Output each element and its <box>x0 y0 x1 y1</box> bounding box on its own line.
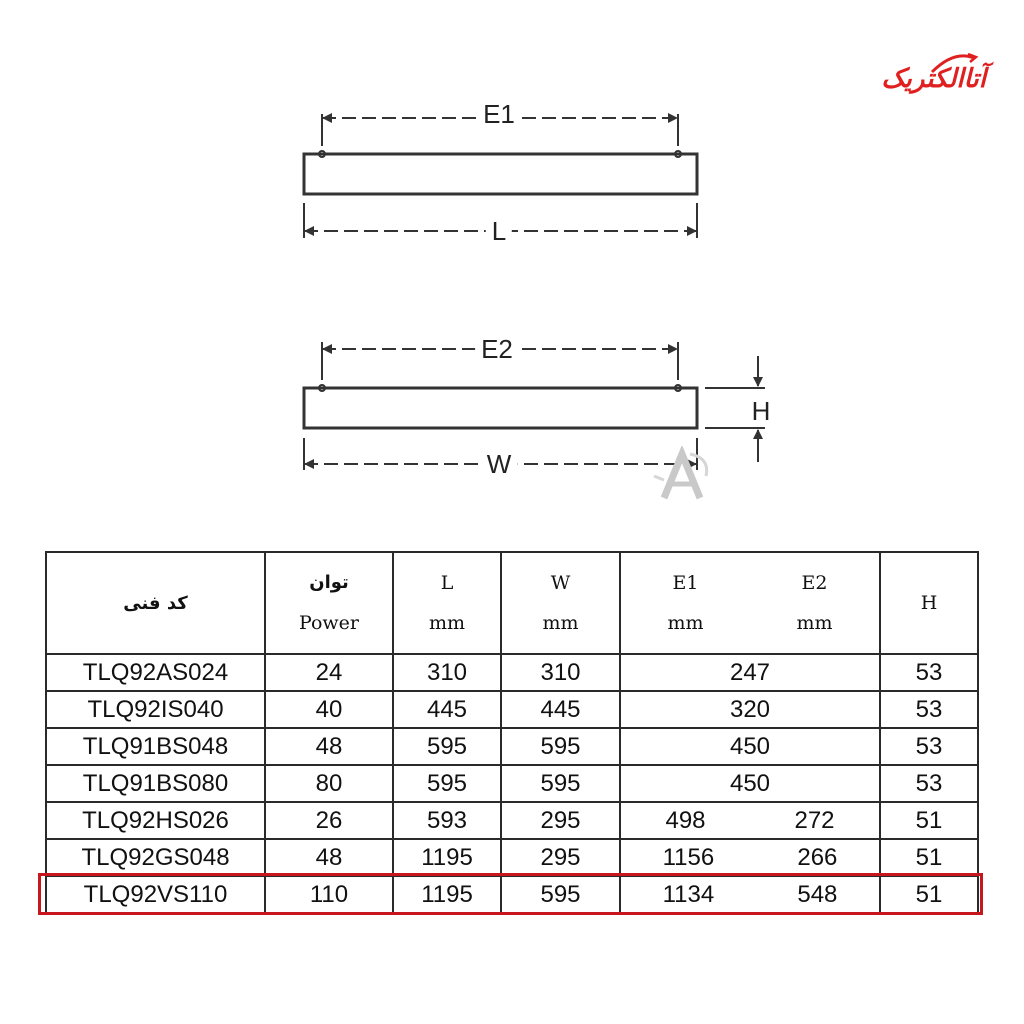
header-l-label: L <box>440 572 454 594</box>
cell-h: 51 <box>880 876 978 913</box>
header-e2-label: E2 <box>801 572 828 594</box>
arrowhead <box>687 226 697 236</box>
header-power <box>265 552 393 654</box>
header-power-fa: توان <box>309 572 349 593</box>
header-h <box>880 552 978 654</box>
cell-e1-e2 <box>620 802 880 839</box>
table-row <box>46 802 978 839</box>
arrowhead <box>322 344 332 354</box>
cell-e2: 266 <box>797 843 838 871</box>
e1-label: E1 <box>477 101 521 127</box>
header-e1-e2 <box>620 552 880 654</box>
row-highlight-box <box>38 873 983 915</box>
cell-w: 595 <box>501 765 620 802</box>
table-row <box>46 839 978 876</box>
cell-power: 80 <box>265 765 393 802</box>
cell-w: 595 <box>501 876 620 913</box>
arrowhead <box>668 113 678 123</box>
side-view-panel <box>304 388 697 428</box>
table-row <box>46 728 978 765</box>
header-e1-unit: mm <box>667 612 704 634</box>
e2-label: E2 <box>475 336 519 362</box>
cell-power: 40 <box>265 691 393 728</box>
cell-power: 48 <box>265 728 393 765</box>
cell-w: 295 <box>501 839 620 876</box>
cell-l: 445 <box>393 691 501 728</box>
cell-w: 295 <box>501 802 620 839</box>
cell-l: 310 <box>393 654 501 691</box>
cell-l: 595 <box>393 765 501 802</box>
cell-w: 445 <box>501 691 620 728</box>
cell-e1-e2 <box>620 839 880 876</box>
arrowhead <box>753 429 763 439</box>
arrowhead <box>668 344 678 354</box>
arrowhead <box>304 459 314 469</box>
cell-l: 595 <box>393 728 501 765</box>
cell-code: TLQ91BS048 <box>46 728 265 765</box>
cell-l: 1195 <box>393 839 501 876</box>
header-power-en: Power <box>298 612 360 634</box>
header-w-unit: mm <box>542 612 579 634</box>
cell-l: 593 <box>393 802 501 839</box>
cell-h: 53 <box>880 654 978 691</box>
header-w-label: W <box>550 572 571 594</box>
header-l <box>393 552 501 654</box>
table-row <box>46 691 978 728</box>
cell-code: TLQ92VS110 <box>46 876 265 913</box>
cell-e: 450 <box>620 728 880 765</box>
cell-e1: 1156 <box>662 843 715 871</box>
cell-e: 320 <box>620 691 880 728</box>
cell-e1: 498 <box>665 806 706 834</box>
header-w <box>501 552 620 654</box>
cell-h: 53 <box>880 728 978 765</box>
cell-code: TLQ92HS026 <box>46 802 265 839</box>
cell-w: 310 <box>501 654 620 691</box>
table-row <box>46 654 978 691</box>
table-header-row <box>46 552 978 654</box>
top-view-panel <box>304 154 697 194</box>
cell-l: 1195 <box>393 876 501 913</box>
cell-e: 450 <box>620 765 880 802</box>
header-e2-unit: mm <box>796 612 833 634</box>
header-h-label: H <box>920 592 938 614</box>
cell-code: TLQ91BS080 <box>46 765 265 802</box>
header-l-unit: mm <box>428 612 466 634</box>
cell-h: 51 <box>880 802 978 839</box>
arrowhead <box>322 113 332 123</box>
cell-h: 53 <box>880 691 978 728</box>
cell-power: 48 <box>265 839 393 876</box>
cell-code: TLQ92GS048 <box>46 839 265 876</box>
cell-power: 26 <box>265 802 393 839</box>
l-label: L <box>486 218 512 244</box>
table-row <box>46 765 978 802</box>
cell-e: 247 <box>620 654 880 691</box>
cell-code: TLQ92AS024 <box>46 654 265 691</box>
watermark-logo-icon <box>650 446 714 506</box>
cell-power: 110 <box>265 876 393 913</box>
h-label: H <box>746 398 777 424</box>
cell-e2: 272 <box>794 806 835 834</box>
cell-e2: 548 <box>797 880 838 908</box>
header-code <box>46 552 265 654</box>
cell-h: 53 <box>880 765 978 802</box>
cell-e1: 1134 <box>662 880 715 908</box>
arrowhead <box>304 226 314 236</box>
header-e1-label: E1 <box>672 572 699 594</box>
logo-text: آتاالکتریک <box>881 64 986 94</box>
arrowhead <box>753 377 763 387</box>
spec-table <box>45 551 979 914</box>
header-code-label: کد فنی <box>123 593 188 614</box>
cell-power: 24 <box>265 654 393 691</box>
cell-code: TLQ92IS040 <box>46 691 265 728</box>
w-label: W <box>481 451 518 477</box>
cell-h: 51 <box>880 839 978 876</box>
cell-w: 595 <box>501 728 620 765</box>
